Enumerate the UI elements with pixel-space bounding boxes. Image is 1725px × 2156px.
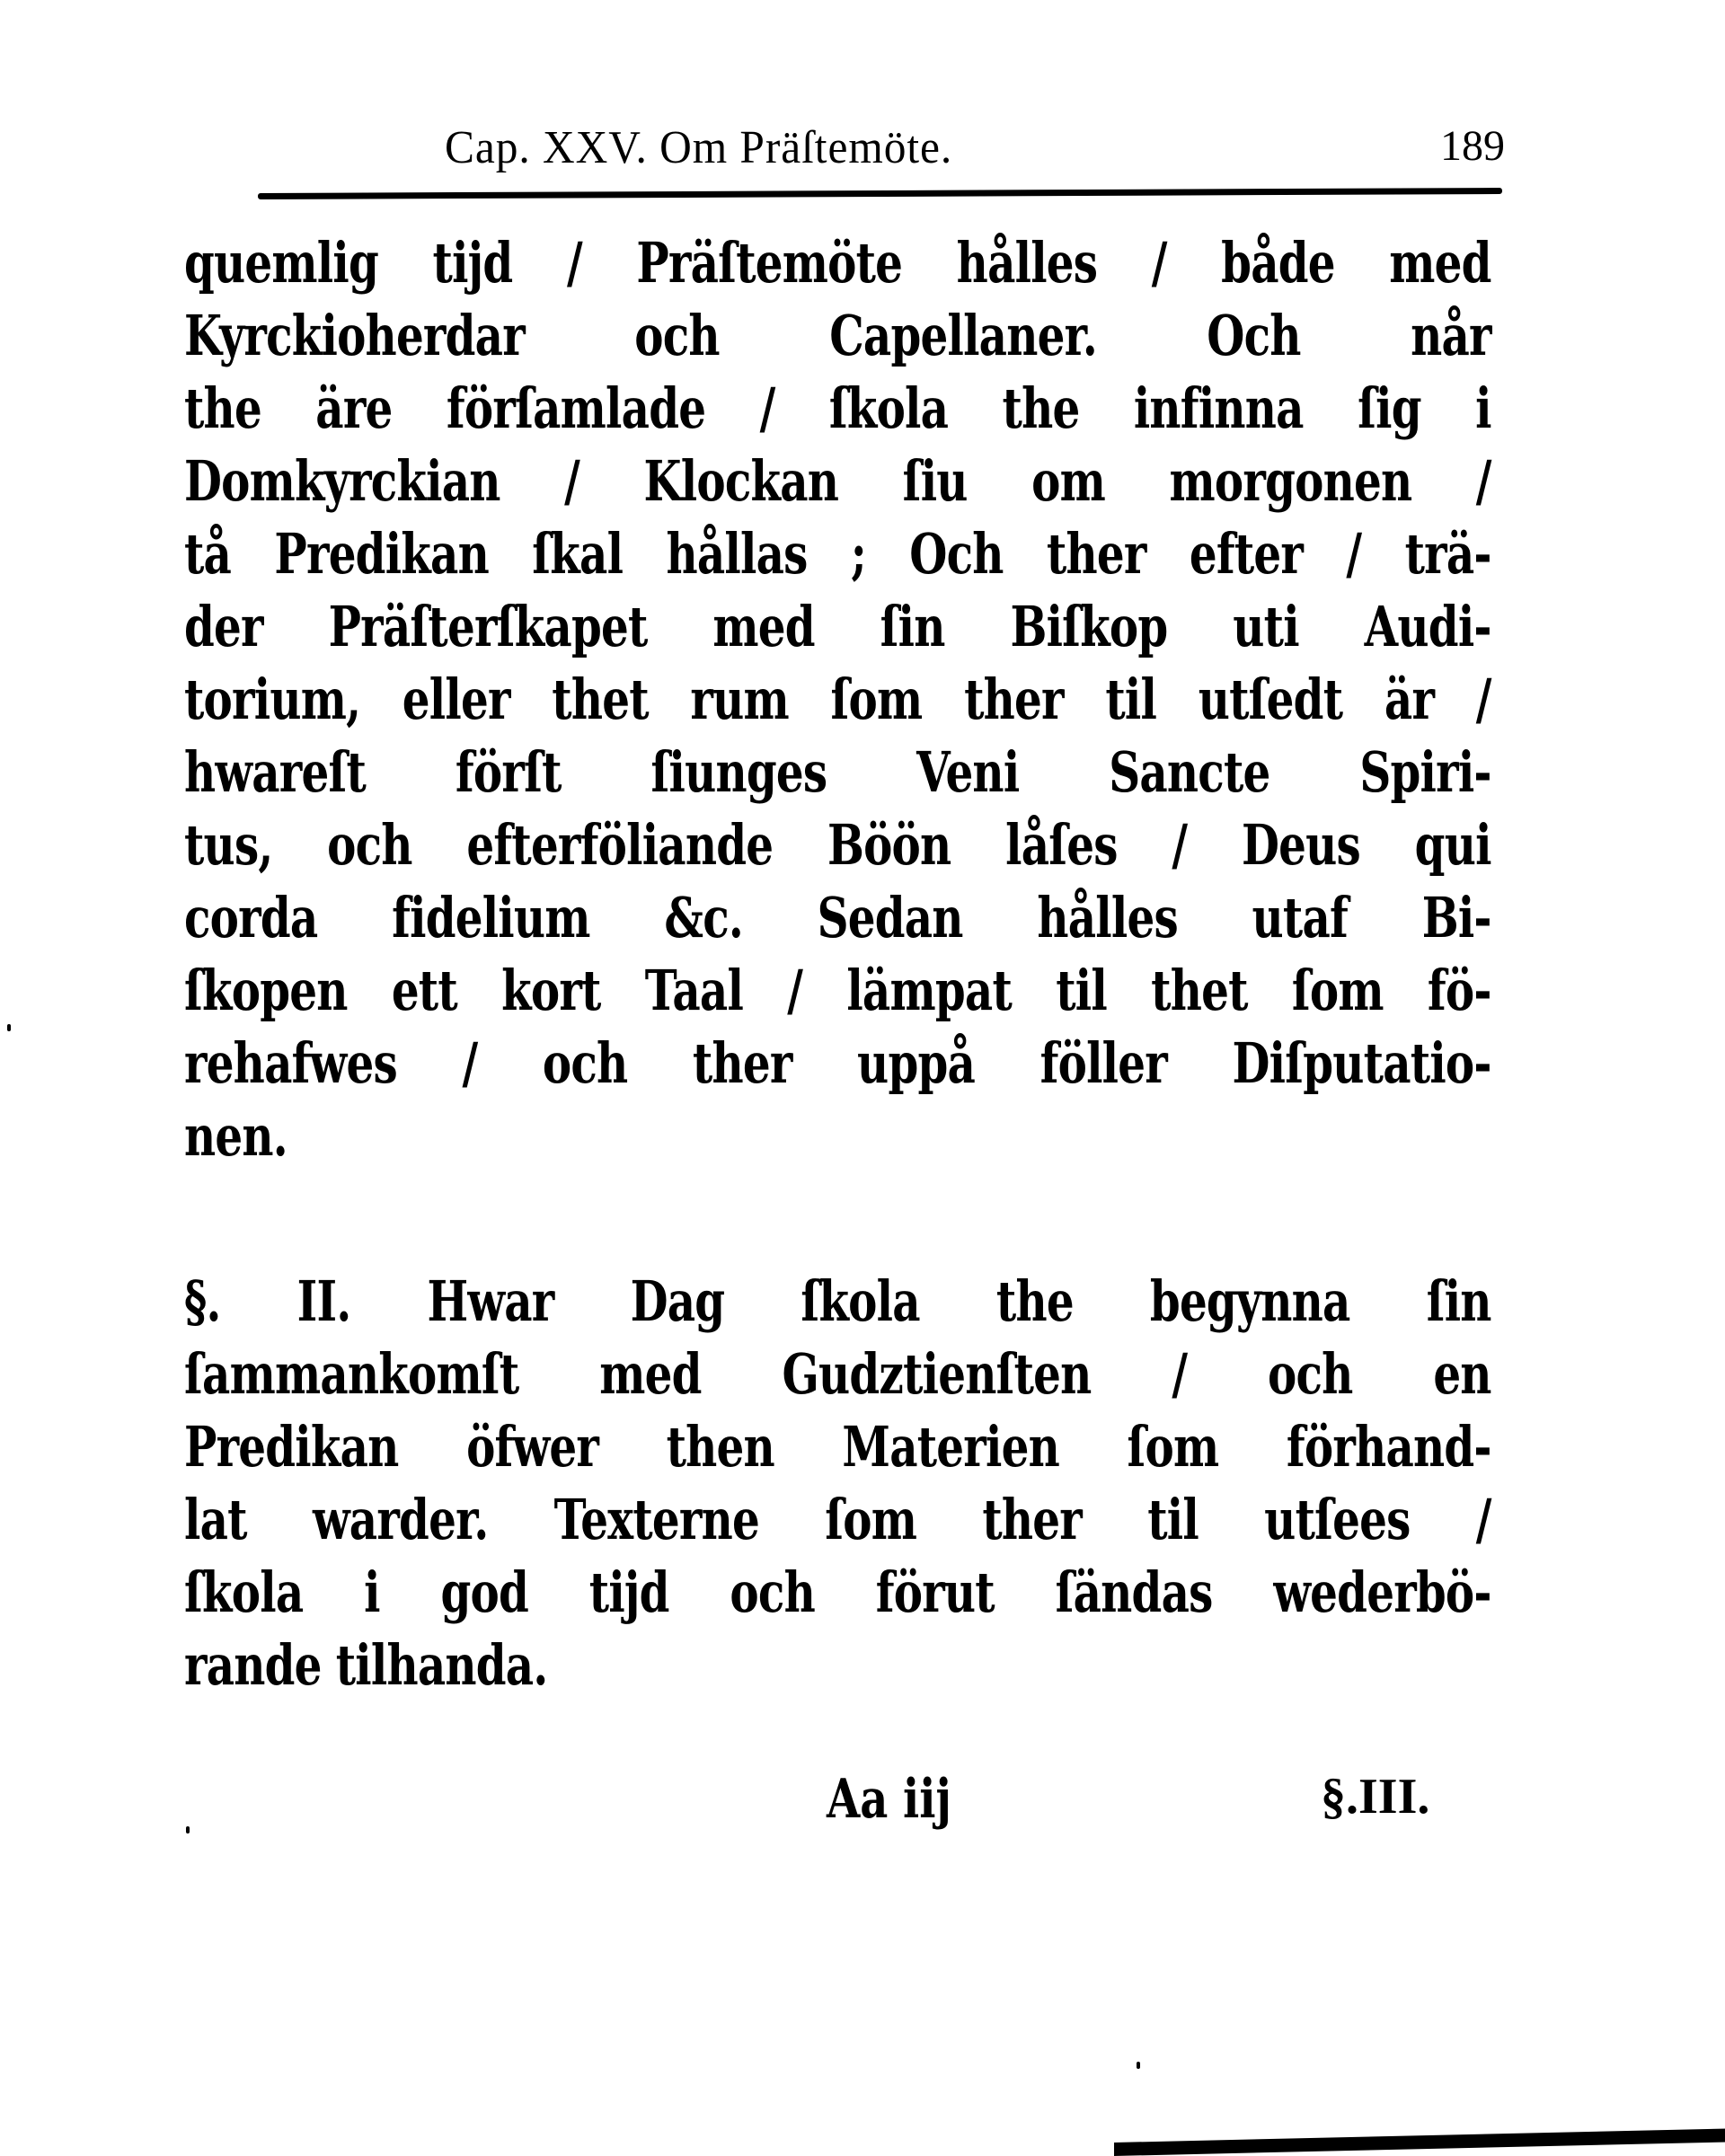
- page-header: [445, 121, 1505, 175]
- text-line: ſammankomſt med Gudztienſten / och en: [184, 1341, 1491, 1407]
- margin-speck: [186, 1826, 190, 1833]
- text-line: tus, och efterföliande Böön låſes / Deus qui: [184, 812, 1491, 878]
- text-line: corda fidelium &c. Sedan hålles utaf Bi-: [184, 885, 1491, 950]
- text-line: Kyrckioherdar och Capellaner. Och når: [184, 303, 1491, 368]
- text-line: lat warder. Texterne ſom ther til utſees /: [184, 1487, 1491, 1552]
- text-line: the äre förſamlade / ſkola the infinna ſig i: [184, 376, 1491, 441]
- text-line: ſkola i god tijd och förut ſändas wederbö-: [184, 1560, 1491, 1625]
- text-line: der Präſterſkapet med ſin Biſkop uti Audi-: [184, 594, 1491, 659]
- paragraph-1: [184, 226, 1491, 1172]
- text-line: Predikan öfwer then Materien ſom förhand-: [184, 1414, 1491, 1480]
- text-line: quemlig tijd / Präſtemöte hålles / både med: [184, 230, 1491, 296]
- text-line: rande tilhanda.: [184, 1632, 548, 1698]
- text-line: torium, eller thet rum ſom ther til utſedt är /: [184, 667, 1491, 732]
- text-line: ſkopen ett kort Taal / lämpat til thet ſom fö-: [184, 958, 1491, 1023]
- page-footer: [0, 1768, 1725, 1840]
- text-line: rehafwes / och ther uppå föller Diſputatio-: [184, 1030, 1491, 1096]
- margin-speck: [1137, 2062, 1140, 2069]
- text-line: Domkyrckian / Klockan ſiu om morgonen /: [184, 448, 1491, 514]
- catchword: §.III.: [1321, 1769, 1430, 1825]
- text-line: tå Predikan ſkal hållas ; Och ther efter / trä-: [184, 521, 1491, 587]
- header-rule: [258, 188, 1502, 199]
- text-line: hwareſt förſt ſiunges Veni Sancte Spiri-: [184, 739, 1491, 805]
- margin-speck: [7, 1024, 11, 1031]
- running-title: Cap. XXV. Om Präſtemöte.: [445, 122, 953, 173]
- page-edge-shadow: [1114, 2128, 1725, 2156]
- section-heading-line: §. II. Hwar Dag ſkola the begynna ſin: [184, 1268, 1491, 1334]
- paragraph-2: [184, 1265, 1491, 1701]
- signature-mark: Aa iij: [827, 1768, 951, 1831]
- text-line: nen.: [184, 1103, 288, 1169]
- page-number: 189: [1440, 122, 1505, 170]
